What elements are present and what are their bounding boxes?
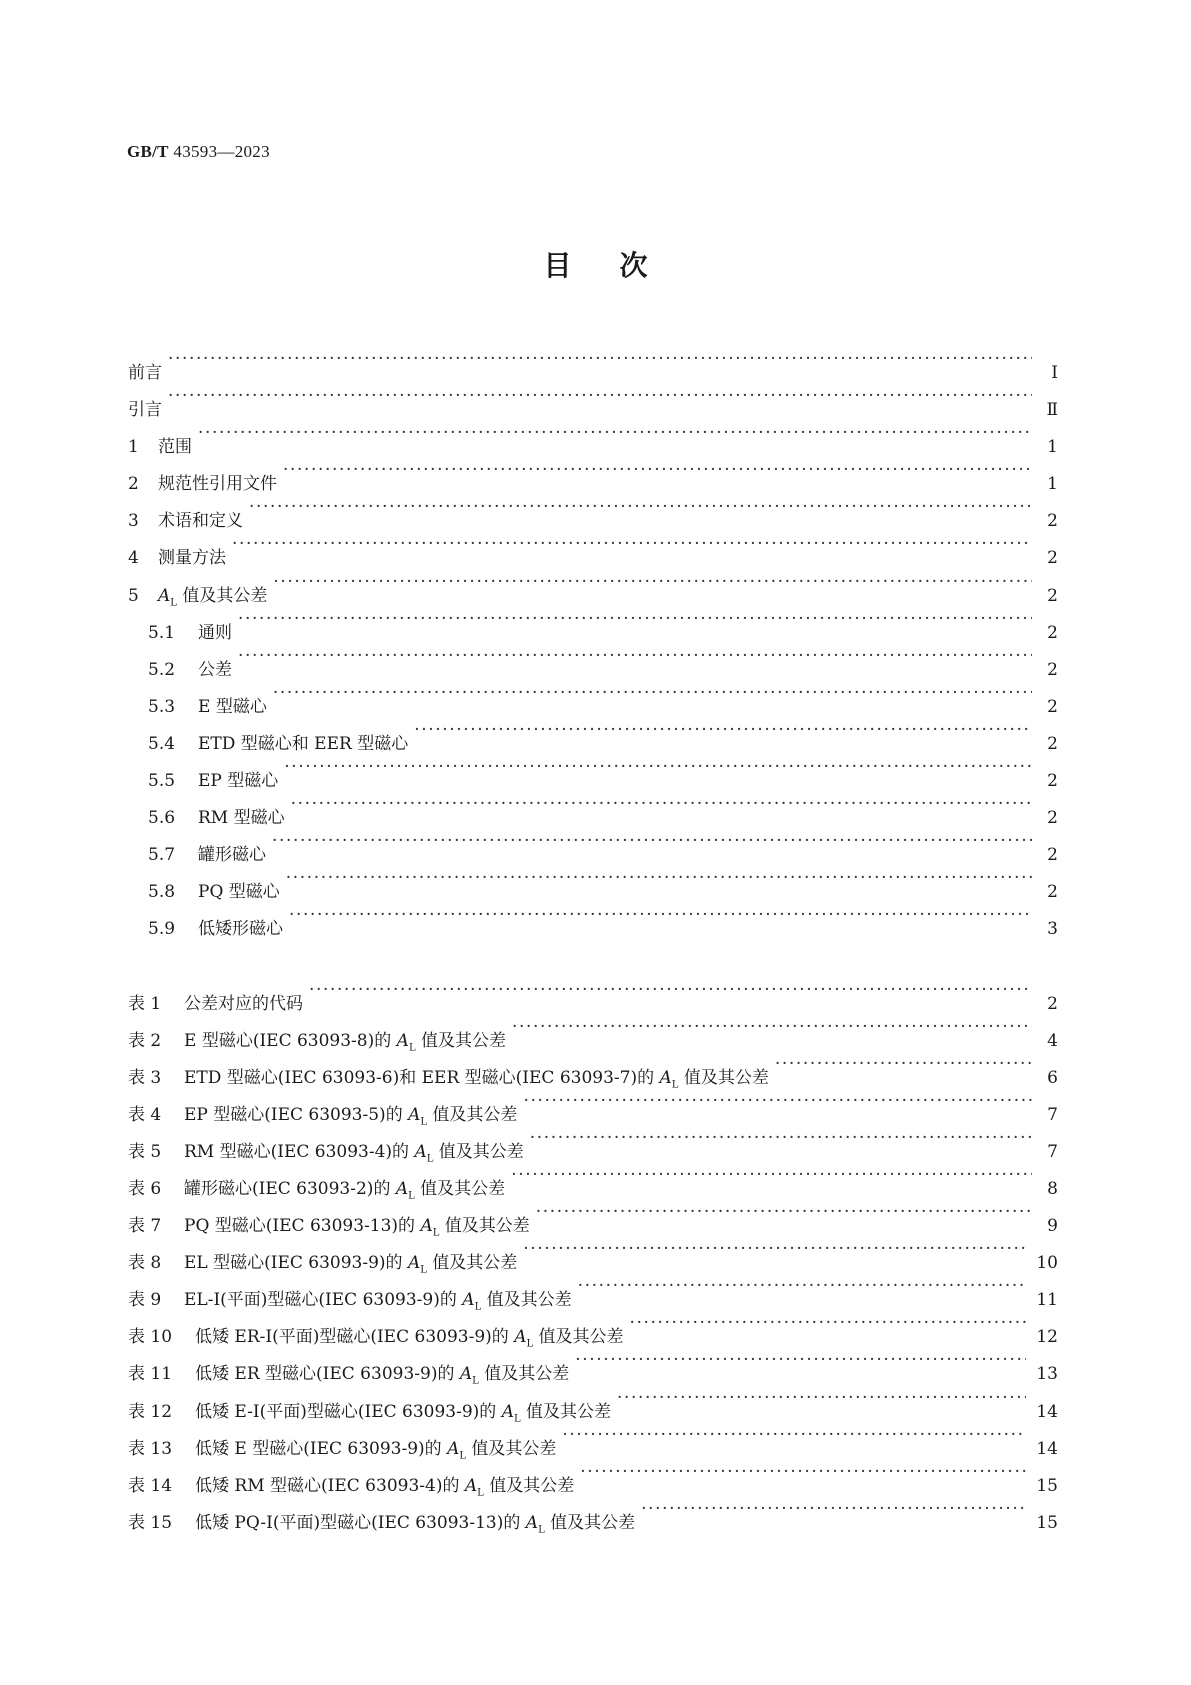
- toc-entry-section-4[interactable]: [128, 526, 1058, 569]
- toc-entry-number: 5.1: [148, 622, 176, 643]
- toc-entry-label: PQ 型磁心(IEC 63093-13)的 $A_L$ 值及其公差: [184, 1216, 530, 1239]
- standard-prefix: GB/T: [127, 142, 169, 161]
- toc-entry-label: 公差对应的代码: [184, 993, 303, 1014]
- toc-entry-number: 表 7: [128, 1216, 162, 1237]
- toc-entry-page: 9: [1047, 1216, 1058, 1237]
- toc-entry-page: 2: [1047, 548, 1058, 569]
- toc-entry-page: 11: [1036, 1290, 1058, 1311]
- dot-leader: [291, 786, 1032, 823]
- toc-entry-page: 15: [1036, 1475, 1058, 1496]
- toc-entry-foreword[interactable]: [128, 341, 1058, 383]
- toc-entry-label: ETD 型磁心和 EER 型磁心: [198, 733, 409, 754]
- dot-leader: [578, 1268, 1027, 1305]
- toc-entry-label: 低矮 ER 型磁心(IEC 63093-9)的 $A_L$ 值及其公差: [195, 1364, 570, 1387]
- toc-entry-label: 范围: [158, 437, 192, 458]
- dot-leader: [562, 1417, 1026, 1454]
- al-symbol: $A_L$: [407, 1253, 427, 1276]
- toc-entry-page: 2: [1047, 771, 1058, 792]
- toc-entry-label: 通则: [198, 622, 232, 643]
- toc-entry-section-1[interactable]: [128, 415, 1058, 458]
- dot-leader: [309, 972, 1032, 1009]
- toc-entry-page: 2: [1047, 733, 1058, 754]
- toc-entry-subsection[interactable]: [128, 601, 1058, 643]
- dot-leader: [232, 526, 1032, 563]
- toc-entry-section-3[interactable]: [128, 489, 1058, 532]
- dot-leader: [238, 638, 1032, 675]
- toc-entry-number: 4: [128, 548, 139, 569]
- dot-leader: [198, 415, 1032, 452]
- toc-entry-label: EP 型磁心: [198, 771, 279, 792]
- toc-entry-number: 表 6: [128, 1178, 162, 1199]
- toc-entry-label: 前言: [128, 363, 162, 383]
- toc-entry-page: 8: [1047, 1178, 1058, 1199]
- toc-entry-label: RM 型磁心: [198, 808, 285, 829]
- toc-entry-page: Ⅰ: [1051, 363, 1058, 383]
- toc-entry-label: E 型磁心(IEC 63093-8)的 $A_L$ 值及其公差: [184, 1030, 506, 1053]
- page-title: 目次: [543, 249, 696, 282]
- toc-entry-label: E 型磁心: [198, 696, 267, 717]
- toc-entry-number: 5.6: [148, 808, 176, 829]
- toc-entry-label: $A_L$ 值及其公差: [158, 585, 268, 608]
- toc-entry-number: 5: [128, 585, 139, 606]
- toc-entry-label: 公差: [198, 659, 232, 680]
- dot-leader: [617, 1380, 1026, 1417]
- toc-entry-introduction[interactable]: [128, 378, 1058, 421]
- al-symbol: $A_L$: [525, 1512, 545, 1536]
- toc-entry-page: 14: [1036, 1438, 1058, 1459]
- toc-entry-number: 表 13: [128, 1438, 173, 1459]
- al-symbol: $A_L$: [396, 1030, 416, 1053]
- toc-entry-number: 5.5: [148, 771, 176, 792]
- toc-entry-page: 10: [1036, 1253, 1058, 1274]
- standard-code: [127, 142, 270, 162]
- toc-entry-number: 表 15: [128, 1512, 173, 1533]
- al-symbol: $A_L$: [158, 585, 177, 608]
- toc-entry-number: 5.4: [148, 733, 176, 754]
- dot-leader: [641, 1491, 1026, 1528]
- toc-entry-label: ETD 型磁心(IEC 63093-6)和 EER 型磁心(IEC 63093-7)的 $A_L$ 值及其公差: [184, 1067, 769, 1091]
- toc-entry-label: 规范性引用文件: [158, 474, 277, 495]
- dot-leader: [273, 675, 1032, 712]
- toc-entry-page: 7: [1047, 1104, 1058, 1125]
- dot-leader: [523, 1231, 1026, 1268]
- standard-number: 43593—2023: [173, 142, 270, 161]
- al-symbol: $A_L$: [447, 1438, 466, 1462]
- toc-entry-number: 2: [128, 474, 139, 495]
- dot-leader: [630, 1305, 1027, 1342]
- dot-leader: [249, 489, 1032, 526]
- toc-entry-subsection[interactable]: [128, 675, 1058, 717]
- toc-entry-number: 表 14: [128, 1475, 173, 1496]
- dot-leader: [523, 1083, 1032, 1120]
- al-symbol: $A_L$: [459, 1364, 479, 1387]
- dot-leader: [511, 1157, 1032, 1194]
- toc-entry-page: 15: [1036, 1512, 1058, 1533]
- dot-leader: [272, 823, 1032, 860]
- toc-entry-label: RM 型磁心(IEC 63093-4)的 $A_L$ 值及其公差: [184, 1141, 524, 1165]
- toc-entry-number: 表 8: [128, 1253, 162, 1274]
- toc-entry-number: 表 12: [128, 1401, 173, 1422]
- toc-entry-number: 表 9: [128, 1290, 162, 1311]
- toc-entry-number: 5.2: [148, 659, 176, 680]
- toc-entry-page: 2: [1047, 882, 1058, 903]
- toc-entry-number: 表 5: [128, 1141, 162, 1162]
- dot-leader: [775, 1046, 1032, 1083]
- dot-leader: [289, 897, 1032, 934]
- toc-entry-label: EP 型磁心(IEC 63093-5)的 $A_L$ 值及其公差: [184, 1104, 518, 1128]
- al-symbol: $A_L$: [464, 1475, 484, 1499]
- toc-entry-page: 2: [1047, 659, 1058, 680]
- toc-entry-label: 低矮 PQ-I(平面)型磁心(IEC 63093-13)的 $A_L$ 值及其公差: [195, 1512, 636, 1536]
- toc-entry-number: 5.9: [148, 919, 176, 940]
- al-symbol: $A_L$: [501, 1401, 521, 1424]
- al-symbol: $A_L$: [408, 1104, 428, 1128]
- toc-entry-section-5[interactable]: [128, 564, 1058, 608]
- toc-entry-number: 表 4: [128, 1104, 162, 1125]
- dot-leader: [580, 1454, 1026, 1491]
- toc-entry-number: 5.3: [148, 696, 176, 717]
- dot-leader: [575, 1342, 1026, 1379]
- toc-entry-label: 低矮 E 型磁心(IEC 63093-9)的 $A_L$ 值及其公差: [195, 1438, 557, 1462]
- toc-entry-label: 低矮 RM 型磁心(IEC 63093-4)的 $A_L$ 值及其公差: [195, 1475, 575, 1499]
- dot-leader: [273, 564, 1032, 601]
- toc-entry-page: 13: [1036, 1364, 1058, 1385]
- toc-entry-label: 术语和定义: [158, 511, 243, 532]
- toc-entry-page: 6: [1047, 1067, 1058, 1088]
- toc-entry-table[interactable]: [128, 972, 1058, 1014]
- dot-leader: [286, 860, 1032, 897]
- toc-entry-label: EL-I(平面)型磁心(IEC 63093-9)的 $A_L$ 值及其公差: [184, 1290, 572, 1313]
- dot-leader: [530, 1120, 1032, 1157]
- toc-entry-label: 罐形磁心: [198, 845, 266, 866]
- toc-entry-label: 测量方法: [158, 548, 226, 569]
- dot-leader: [284, 749, 1032, 786]
- toc-entry-label: 引言: [128, 400, 162, 421]
- toc-entry-page: 2: [1047, 808, 1058, 829]
- toc-entry-page: 3: [1047, 919, 1058, 940]
- toc-entry-page: 2: [1047, 845, 1058, 866]
- toc-entry-number: 表 3: [128, 1067, 162, 1088]
- toc-entry-label: 低矮 E-I(平面)型磁心(IEC 63093-9)的 $A_L$ 值及其公差: [195, 1401, 612, 1424]
- dot-leader: [283, 452, 1032, 489]
- al-symbol: $A_L$: [395, 1178, 415, 1202]
- toc-entry-page: 1: [1047, 474, 1058, 495]
- al-symbol: $A_L$: [414, 1141, 434, 1165]
- toc-entry-page: 2: [1047, 696, 1058, 717]
- toc-entry-number: 表 2: [128, 1030, 162, 1051]
- al-symbol: $A_L$: [420, 1216, 440, 1239]
- al-symbol: $A_L$: [659, 1067, 679, 1091]
- dot-leader: [238, 601, 1032, 638]
- toc-entry-page: 14: [1036, 1401, 1058, 1422]
- toc-entry-page: 1: [1047, 437, 1058, 458]
- table-of-contents: [128, 341, 1058, 1536]
- toc-entry-label: EL 型磁心(IEC 63093-9)的 $A_L$ 值及其公差: [184, 1253, 518, 1276]
- toc-entry-section-2[interactable]: [128, 452, 1058, 495]
- dot-leader: [536, 1194, 1032, 1231]
- toc-entry-page: 2: [1047, 622, 1058, 643]
- toc-entry-page: Ⅱ: [1046, 400, 1058, 421]
- toc-entry-label: 罐形磁心(IEC 63093-2)的 $A_L$ 值及其公差: [184, 1178, 506, 1202]
- toc-entry-page: 2: [1047, 511, 1058, 532]
- toc-entry-number: 5.7: [148, 845, 176, 866]
- toc-entry-label: PQ 型磁心: [198, 882, 280, 903]
- toc-entry-label: 低矮 ER-I(平面)型磁心(IEC 63093-9)的 $A_L$ 值及其公差: [195, 1327, 624, 1350]
- toc-entry-page: 12: [1036, 1327, 1058, 1348]
- dot-leader: [168, 341, 1032, 378]
- toc-entry-subsection[interactable]: [128, 638, 1058, 680]
- toc-entry-number: 表 1: [128, 993, 162, 1014]
- toc-entry-number: 表 11: [128, 1364, 173, 1385]
- toc-entry-number: 1: [128, 437, 139, 458]
- al-symbol: $A_L$: [462, 1290, 482, 1313]
- toc-entry-page: 7: [1047, 1141, 1058, 1162]
- toc-entry-number: 5.8: [148, 882, 176, 903]
- toc-entry-page: 4: [1047, 1030, 1058, 1051]
- dot-leader: [414, 712, 1032, 749]
- toc-entry-page: 2: [1047, 993, 1058, 1014]
- al-symbol: $A_L$: [514, 1327, 534, 1350]
- dot-leader: [512, 1009, 1032, 1046]
- toc-entry-page: 2: [1047, 585, 1058, 606]
- dot-leader: [168, 378, 1032, 415]
- toc-entry-label: 低矮形磁心: [198, 919, 283, 940]
- toc-entry-number: 3: [128, 511, 139, 532]
- toc-entry-number: 表 10: [128, 1327, 173, 1348]
